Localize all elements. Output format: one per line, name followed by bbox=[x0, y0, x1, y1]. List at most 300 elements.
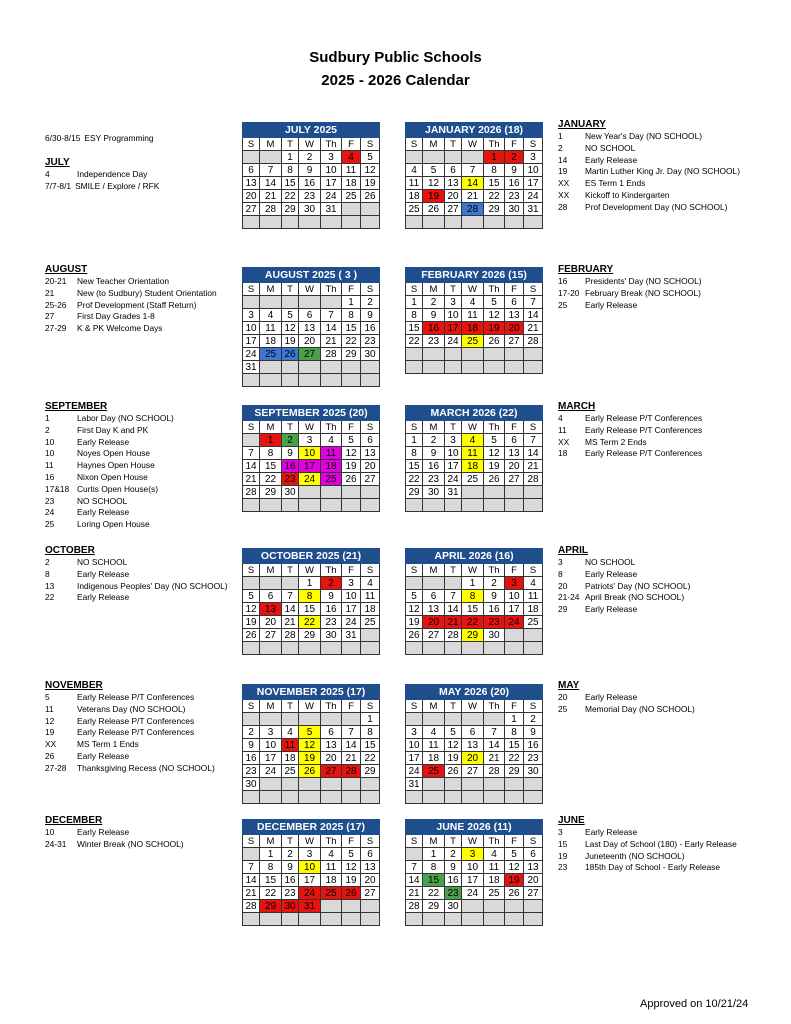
event-item bbox=[45, 472, 174, 484]
empty-cell bbox=[524, 629, 543, 642]
empty-cell bbox=[243, 848, 260, 861]
event-date: 25 bbox=[558, 703, 568, 714]
empty-cell bbox=[423, 216, 445, 229]
day-cell: 19 bbox=[342, 874, 361, 887]
weekday-label: W bbox=[299, 835, 321, 848]
event-date: 11 bbox=[45, 460, 54, 471]
empty-cell bbox=[299, 361, 321, 374]
empty-cell bbox=[484, 361, 505, 374]
event-text: NO SCHOOL bbox=[77, 557, 128, 567]
events-heading: MAY bbox=[558, 680, 580, 691]
day-cell: 7 bbox=[282, 590, 299, 603]
event-date: 25 bbox=[45, 519, 55, 530]
day-cell: 10 bbox=[260, 739, 282, 752]
day-cell: 3 bbox=[445, 296, 462, 309]
events-heading: JUNE bbox=[558, 815, 585, 826]
event-text: New (to Sudbury) Student Orientation bbox=[77, 287, 217, 298]
empty-cell bbox=[406, 499, 423, 512]
day-cell: 29 bbox=[342, 348, 361, 361]
event-text: Presidents' Day (NO SCHOOL) bbox=[585, 276, 702, 286]
empty-cell bbox=[462, 348, 484, 361]
day-cell: 10 bbox=[243, 322, 260, 335]
day-cell: 1 bbox=[282, 151, 299, 164]
empty-cell bbox=[243, 151, 260, 164]
event-date: 20-21 bbox=[45, 276, 67, 286]
event-date: 10 bbox=[45, 436, 55, 447]
day-cell: 18 bbox=[321, 874, 342, 887]
day-cell: 4 bbox=[321, 434, 342, 447]
day-cell: 15 bbox=[406, 322, 423, 335]
day-cell: 13 bbox=[445, 177, 462, 190]
empty-cell bbox=[524, 791, 543, 804]
event-date: 12 bbox=[45, 715, 55, 726]
day-cell: 20 bbox=[505, 322, 524, 335]
empty-cell bbox=[524, 900, 543, 913]
event-text: Winter Break (NO SCHOOL) bbox=[77, 838, 184, 849]
day-cell: 26 bbox=[361, 190, 380, 203]
event-item bbox=[45, 692, 215, 704]
day-cell: 29 bbox=[406, 486, 423, 499]
day-cell: 14 bbox=[484, 739, 505, 752]
day-cell: 4 bbox=[342, 151, 361, 164]
empty-cell bbox=[406, 361, 423, 374]
day-cell: 8 bbox=[299, 590, 321, 603]
day-cell: 23 bbox=[282, 887, 299, 900]
calendar-december-2025 bbox=[242, 819, 380, 926]
day-cell: 22 bbox=[361, 752, 380, 765]
day-cell: 13 bbox=[361, 861, 380, 874]
day-cell: 18 bbox=[406, 190, 423, 203]
event-item bbox=[558, 202, 740, 214]
day-cell: 1 bbox=[462, 577, 484, 590]
day-cell: 11 bbox=[321, 861, 342, 874]
day-cell: 19 bbox=[484, 460, 505, 473]
day-cell: 5 bbox=[299, 726, 321, 739]
day-cell: 2 bbox=[361, 296, 380, 309]
event-text: April Break (NO SCHOOL) bbox=[585, 592, 685, 603]
day-cell: 24 bbox=[406, 765, 423, 778]
event-item bbox=[558, 704, 695, 716]
empty-cell bbox=[282, 216, 299, 229]
day-cell: 31 bbox=[524, 203, 543, 216]
day-cell: 24 bbox=[299, 473, 321, 486]
event-item bbox=[45, 581, 228, 593]
event-item bbox=[558, 581, 690, 593]
empty-cell bbox=[321, 374, 342, 387]
day-cell: 7 bbox=[524, 296, 543, 309]
empty-cell bbox=[406, 791, 423, 804]
day-cell: 17 bbox=[243, 335, 260, 348]
empty-cell bbox=[462, 216, 484, 229]
day-cell: 21 bbox=[524, 322, 543, 335]
day-cell: 6 bbox=[299, 309, 321, 322]
day-cell: 16 bbox=[243, 752, 260, 765]
day-cell: 9 bbox=[505, 164, 524, 177]
weekday-label: S bbox=[243, 564, 260, 577]
events-october bbox=[45, 545, 228, 604]
month-title: APRIL 2026 (16) bbox=[406, 549, 543, 564]
empty-cell bbox=[260, 361, 282, 374]
day-cell: 18 bbox=[462, 460, 484, 473]
weekday-label: F bbox=[505, 138, 524, 151]
empty-cell bbox=[299, 296, 321, 309]
empty-cell bbox=[260, 216, 282, 229]
day-cell: 1 bbox=[406, 434, 423, 447]
weekday-label: T bbox=[445, 138, 462, 151]
event-text: Early Release bbox=[585, 154, 638, 165]
event-date: 24-31 bbox=[45, 838, 67, 849]
day-cell: 22 bbox=[406, 335, 423, 348]
day-cell: 12 bbox=[299, 739, 321, 752]
day-cell: 28 bbox=[406, 900, 423, 913]
empty-cell bbox=[243, 374, 260, 387]
day-cell: 20 bbox=[423, 616, 445, 629]
weekday-label: W bbox=[462, 835, 484, 848]
calendar-april-2026 bbox=[405, 548, 543, 655]
event-date: 27-29 bbox=[45, 323, 67, 334]
event-text: Early Release bbox=[77, 568, 130, 579]
event-date: 29 bbox=[558, 604, 568, 615]
event-item bbox=[45, 169, 159, 181]
month-title: MARCH 2026 (22) bbox=[406, 406, 543, 421]
event-text: Early Release P/T Conferences bbox=[585, 413, 703, 423]
day-cell: 22 bbox=[462, 616, 484, 629]
day-cell: 22 bbox=[484, 190, 505, 203]
weekday-label: S bbox=[524, 700, 543, 713]
day-cell: 27 bbox=[505, 335, 524, 348]
weekday-label: W bbox=[299, 564, 321, 577]
day-cell: 9 bbox=[299, 164, 321, 177]
events-heading: FEBRUARY bbox=[558, 264, 614, 275]
day-cell: 26 bbox=[505, 887, 524, 900]
month-title: SEPTEMBER 2025 (20) bbox=[243, 406, 380, 421]
weekday-label: M bbox=[260, 138, 282, 151]
events-heading: APRIL bbox=[558, 545, 588, 556]
weekday-label: T bbox=[445, 700, 462, 713]
day-cell: 25 bbox=[361, 616, 380, 629]
weekday-label: Th bbox=[484, 421, 505, 434]
empty-cell bbox=[299, 499, 321, 512]
day-cell: 7 bbox=[462, 164, 484, 177]
empty-cell bbox=[445, 577, 462, 590]
day-cell: 15 bbox=[505, 739, 524, 752]
empty-cell bbox=[260, 296, 282, 309]
empty-cell bbox=[321, 713, 342, 726]
event-item bbox=[558, 300, 702, 312]
weekday-label: F bbox=[342, 564, 361, 577]
day-cell: 29 bbox=[484, 203, 505, 216]
day-cell: 15 bbox=[462, 603, 484, 616]
empty-cell bbox=[524, 486, 543, 499]
event-date: 19 bbox=[45, 727, 55, 738]
empty-cell bbox=[361, 900, 380, 913]
event-item bbox=[45, 133, 154, 145]
event-item bbox=[45, 569, 228, 581]
event-item bbox=[558, 862, 737, 874]
day-cell: 21 bbox=[243, 473, 260, 486]
empty-cell bbox=[243, 296, 260, 309]
day-cell: 19 bbox=[423, 190, 445, 203]
day-cell: 12 bbox=[484, 309, 505, 322]
month-title: FEBRUARY 2026 (15) bbox=[406, 268, 543, 283]
empty-cell bbox=[524, 642, 543, 655]
empty-cell bbox=[282, 713, 299, 726]
calendar-may-2026 bbox=[405, 684, 543, 804]
day-cell: 25 bbox=[462, 473, 484, 486]
day-cell: 20 bbox=[361, 460, 380, 473]
day-cell: 19 bbox=[505, 874, 524, 887]
day-cell: 12 bbox=[484, 447, 505, 460]
day-cell: 17 bbox=[445, 322, 462, 335]
empty-cell bbox=[282, 913, 299, 926]
event-item bbox=[45, 448, 174, 460]
empty-cell bbox=[423, 361, 445, 374]
day-cell: 18 bbox=[260, 335, 282, 348]
day-cell: 30 bbox=[282, 486, 299, 499]
day-cell: 27 bbox=[299, 348, 321, 361]
empty-cell bbox=[505, 791, 524, 804]
empty-cell bbox=[406, 848, 423, 861]
empty-cell bbox=[321, 486, 342, 499]
empty-cell bbox=[462, 499, 484, 512]
day-cell: 14 bbox=[243, 460, 260, 473]
empty-cell bbox=[406, 913, 423, 926]
empty-cell bbox=[524, 913, 543, 926]
day-cell: 25 bbox=[321, 887, 342, 900]
day-cell: 23 bbox=[299, 190, 321, 203]
day-cell: 24 bbox=[299, 887, 321, 900]
day-cell: 20 bbox=[299, 335, 321, 348]
event-item bbox=[558, 288, 702, 300]
day-cell: 13 bbox=[524, 861, 543, 874]
day-cell: 14 bbox=[524, 447, 543, 460]
day-cell: 15 bbox=[299, 603, 321, 616]
weekday-label: F bbox=[342, 835, 361, 848]
calendar-october-2025 bbox=[242, 548, 380, 655]
event-text: Haynes Open House bbox=[77, 460, 155, 471]
empty-cell bbox=[462, 361, 484, 374]
day-cell: 7 bbox=[445, 590, 462, 603]
empty-cell bbox=[321, 778, 342, 791]
day-cell: 14 bbox=[524, 309, 543, 322]
day-cell: 20 bbox=[361, 874, 380, 887]
empty-cell bbox=[505, 642, 524, 655]
day-cell: 6 bbox=[524, 848, 543, 861]
day-cell: 18 bbox=[361, 603, 380, 616]
day-cell: 5 bbox=[484, 296, 505, 309]
event-item bbox=[45, 311, 217, 323]
event-date: 28 bbox=[558, 201, 568, 212]
day-cell: 11 bbox=[260, 322, 282, 335]
weekday-label: W bbox=[299, 283, 321, 296]
day-cell: 27 bbox=[445, 203, 462, 216]
day-cell: 5 bbox=[243, 590, 260, 603]
month-title: MAY 2026 (20) bbox=[406, 685, 543, 700]
event-date: XX bbox=[558, 189, 570, 200]
day-cell: 20 bbox=[524, 874, 543, 887]
empty-cell bbox=[260, 713, 282, 726]
empty-cell bbox=[505, 361, 524, 374]
event-date: 25 bbox=[558, 299, 568, 310]
event-date: 17&18 bbox=[45, 483, 70, 494]
event-item bbox=[558, 155, 740, 167]
day-cell: 12 bbox=[361, 164, 380, 177]
day-cell: 3 bbox=[462, 848, 484, 861]
event-date: 7/7-8/1 bbox=[45, 180, 72, 191]
weekday-label: M bbox=[423, 835, 445, 848]
weekday-label: T bbox=[282, 564, 299, 577]
event-item bbox=[45, 460, 174, 472]
empty-cell bbox=[484, 642, 505, 655]
empty-cell bbox=[462, 151, 484, 164]
events-february bbox=[558, 264, 702, 311]
event-text: K & PK Welcome Days bbox=[77, 323, 163, 334]
event-text: Early Release P/T Conferences bbox=[585, 424, 703, 435]
day-cell: 25 bbox=[524, 616, 543, 629]
empty-cell bbox=[361, 499, 380, 512]
event-text: Early Release bbox=[585, 568, 638, 579]
event-date: 8 bbox=[45, 568, 50, 579]
event-date: 14 bbox=[558, 154, 568, 165]
weekday-label: W bbox=[462, 564, 484, 577]
day-cell: 26 bbox=[282, 348, 299, 361]
empty-cell bbox=[505, 216, 524, 229]
events-may bbox=[558, 680, 695, 716]
month-title: JUNE 2026 (11) bbox=[406, 820, 543, 835]
day-cell: 20 bbox=[505, 460, 524, 473]
empty-cell bbox=[361, 913, 380, 926]
day-cell: 26 bbox=[406, 629, 423, 642]
day-cell: 23 bbox=[243, 765, 260, 778]
weekday-label: S bbox=[406, 138, 423, 151]
event-item bbox=[558, 425, 702, 437]
weekday-label: F bbox=[505, 835, 524, 848]
weekday-label: S bbox=[406, 421, 423, 434]
month-title: NOVEMBER 2025 (17) bbox=[243, 685, 380, 700]
event-text: ES Term 1 Ends bbox=[585, 178, 646, 189]
day-cell: 22 bbox=[260, 473, 282, 486]
day-cell: 8 bbox=[484, 164, 505, 177]
day-cell: 31 bbox=[445, 486, 462, 499]
empty-cell bbox=[361, 629, 380, 642]
weekday-label: M bbox=[423, 283, 445, 296]
day-cell: 23 bbox=[423, 335, 445, 348]
weekday-label: M bbox=[260, 700, 282, 713]
day-cell: 2 bbox=[299, 151, 321, 164]
day-cell: 24 bbox=[445, 335, 462, 348]
calendar-january-2026 bbox=[405, 122, 543, 229]
event-date: 17-20 bbox=[558, 287, 580, 298]
weekday-label: S bbox=[243, 421, 260, 434]
day-cell: 10 bbox=[505, 590, 524, 603]
event-item bbox=[45, 727, 215, 739]
day-cell: 3 bbox=[299, 848, 321, 861]
event-date: 2 bbox=[45, 557, 50, 567]
empty-cell bbox=[445, 791, 462, 804]
empty-cell bbox=[299, 713, 321, 726]
day-cell: 27 bbox=[423, 629, 445, 642]
day-cell: 11 bbox=[462, 447, 484, 460]
day-cell: 7 bbox=[243, 447, 260, 460]
day-cell: 22 bbox=[505, 752, 524, 765]
empty-cell bbox=[423, 778, 445, 791]
day-cell: 21 bbox=[243, 887, 260, 900]
empty-cell bbox=[299, 486, 321, 499]
weekday-label: S bbox=[243, 835, 260, 848]
day-cell: 28 bbox=[462, 203, 484, 216]
day-cell: 9 bbox=[243, 739, 260, 752]
day-cell: 30 bbox=[282, 900, 299, 913]
day-cell: 13 bbox=[462, 739, 484, 752]
weekday-label: M bbox=[260, 421, 282, 434]
empty-cell bbox=[361, 361, 380, 374]
empty-cell bbox=[243, 642, 260, 655]
day-cell: 19 bbox=[406, 616, 423, 629]
day-cell: 6 bbox=[505, 434, 524, 447]
day-cell: 9 bbox=[282, 447, 299, 460]
day-cell: 28 bbox=[243, 486, 260, 499]
day-cell: 20 bbox=[462, 752, 484, 765]
weekday-label: Th bbox=[484, 700, 505, 713]
day-cell: 27 bbox=[243, 203, 260, 216]
day-cell: 21 bbox=[462, 190, 484, 203]
event-item bbox=[45, 437, 174, 449]
day-cell: 17 bbox=[524, 177, 543, 190]
empty-cell bbox=[361, 374, 380, 387]
empty-cell bbox=[423, 791, 445, 804]
empty-cell bbox=[484, 499, 505, 512]
weekday-label: S bbox=[524, 283, 543, 296]
event-date: 20 bbox=[558, 692, 568, 702]
day-cell: 9 bbox=[282, 861, 299, 874]
event-date: 19 bbox=[558, 166, 568, 177]
weekday-label: M bbox=[260, 564, 282, 577]
empty-cell bbox=[484, 713, 505, 726]
event-text: Loring Open House bbox=[77, 519, 150, 530]
month-title: DECEMBER 2025 (17) bbox=[243, 820, 380, 835]
event-date: 13 bbox=[45, 580, 55, 591]
event-text: Indigenous Peoples' Day (NO SCHOOL) bbox=[77, 580, 228, 591]
event-date: 20 bbox=[558, 580, 568, 591]
day-cell: 20 bbox=[260, 616, 282, 629]
day-cell: 6 bbox=[321, 726, 342, 739]
events-heading: OCTOBER bbox=[45, 545, 95, 556]
day-cell: 29 bbox=[299, 629, 321, 642]
event-text: Memorial Day (NO SCHOOL) bbox=[585, 703, 695, 714]
day-cell: 24 bbox=[445, 473, 462, 486]
day-cell: 3 bbox=[505, 577, 524, 590]
day-cell: 13 bbox=[243, 177, 260, 190]
day-cell: 4 bbox=[423, 726, 445, 739]
day-cell: 24 bbox=[321, 190, 342, 203]
empty-cell bbox=[462, 486, 484, 499]
day-cell: 3 bbox=[260, 726, 282, 739]
event-item bbox=[558, 276, 702, 288]
weekday-label: Th bbox=[484, 283, 505, 296]
day-cell: 25 bbox=[423, 765, 445, 778]
day-cell: 1 bbox=[299, 577, 321, 590]
empty-cell bbox=[445, 499, 462, 512]
day-cell: 15 bbox=[260, 874, 282, 887]
day-cell: 14 bbox=[260, 177, 282, 190]
day-cell: 8 bbox=[462, 590, 484, 603]
day-cell: 28 bbox=[342, 765, 361, 778]
day-cell: 10 bbox=[524, 164, 543, 177]
event-item bbox=[45, 181, 159, 193]
day-cell: 7 bbox=[406, 861, 423, 874]
day-cell: 16 bbox=[282, 874, 299, 887]
day-cell: 15 bbox=[361, 739, 380, 752]
